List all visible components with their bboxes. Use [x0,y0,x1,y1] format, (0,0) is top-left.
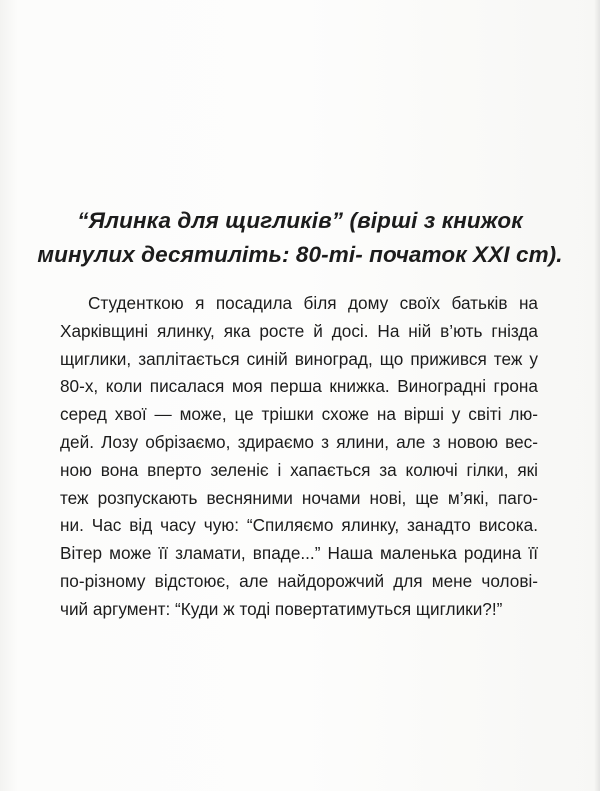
paragraph-line: ною вона вперто зеленіє і хапається за колючі гілки, які [60,459,538,480]
intro-paragraph [60,290,538,624]
paragraph-line: по-різному відстоює, але найдорожчий для мене чолові- [60,570,538,591]
paragraph-line: дей. Лозу обрізаємо, здираємо з ялини, але з новою вес- [60,431,538,452]
paragraph-line: ни. Час від часу чую: “Спиляємо ялинку, занадто висока. [60,515,538,536]
paragraph-line: чий аргумент: “Куди ж тоді повертатимуться щиглики?!” [60,598,503,619]
paragraph-line: теж розпускають весняними ночами нові, ще м’які, паго- [60,487,538,508]
title-line-1: “Ялинка для щигликів” (вірші з книжок [77,208,523,233]
paragraph-line: 80-х, коли писалася моя перша книжка. Виноградні грона [60,376,538,397]
paragraph-line: щиглики, заплітається синій виноград, що прижився теж у [60,348,538,369]
title-line-2: минулих десятиліть: 80-ті- початок XXI ст). [37,242,563,267]
paragraph-line: Студенткою я посадила біля дому своїх батьків на [88,293,538,313]
paragraph-line: Вітер може її зламати, впаде...” Наша маленька родина її [60,543,538,564]
paragraph-line: серед хвої — може, це трішки схоже на вірші у світі лю- [60,404,538,425]
paragraph-line: Харківщині ялинку, яка росте й досі. На ній в’ють гнізда [60,320,538,341]
section-title [0,204,600,272]
page-edge-shadow [594,0,600,791]
